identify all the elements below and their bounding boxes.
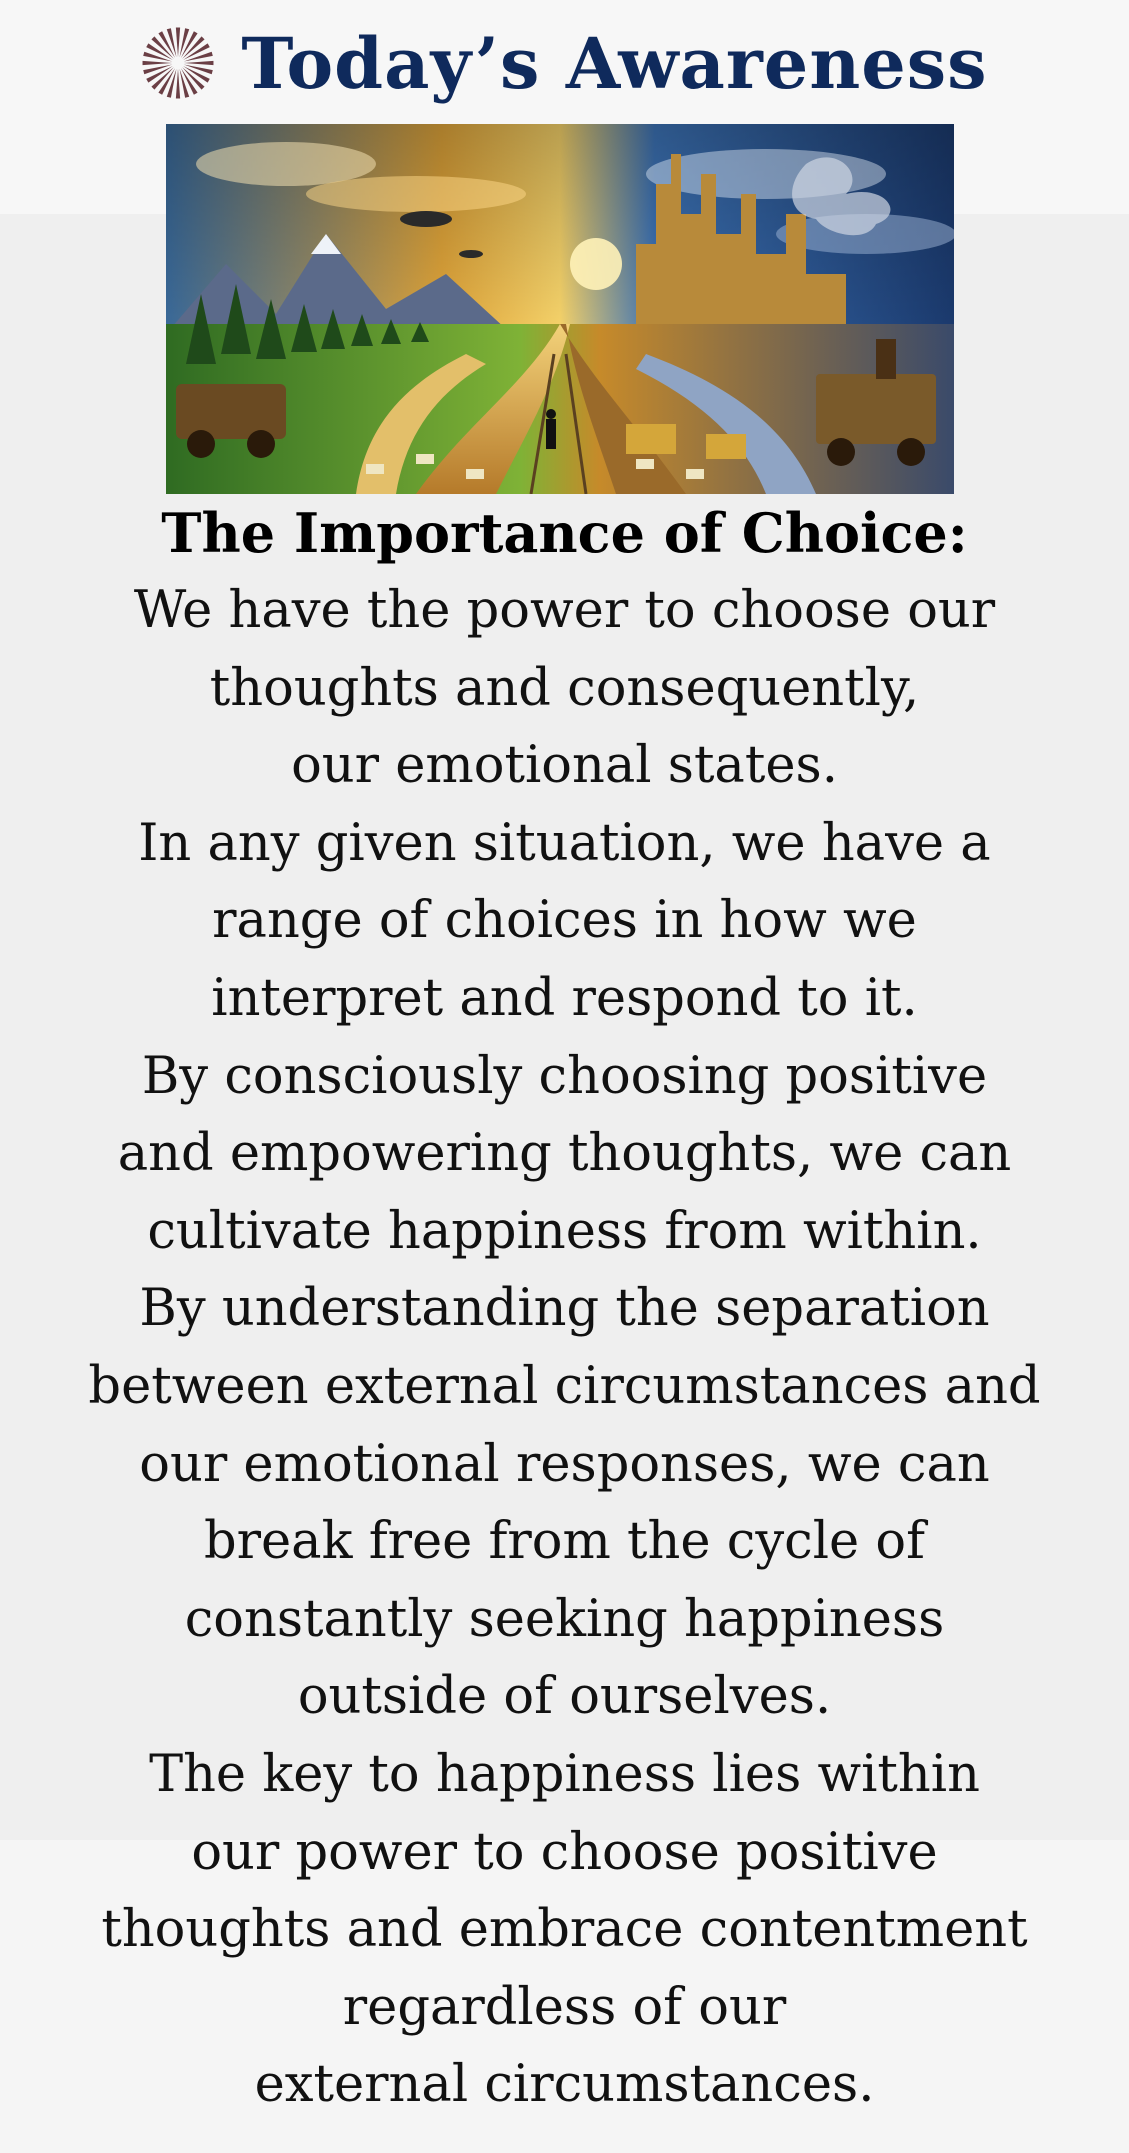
article-line: By understanding the separation [139,1279,990,1339]
article-line: range of choices in how we [212,891,917,951]
radial-sunburst-icon [141,26,215,100]
article-line: The key to happiness lies within [149,1744,980,1804]
article-line: thoughts and consequently, [209,658,920,718]
article-line: outside of ourselves. [297,1667,832,1727]
article-line: In any given situation, we have a [138,813,991,873]
article-line: break free from the cycle of [203,1512,926,1572]
article-line: our power to choose positive [191,1822,938,1882]
article-line: interpret and respond to it. [211,968,918,1028]
article-heading: The Importance of Choice: [161,501,968,565]
article-line: thoughts and embrace contentment [101,1900,1028,1960]
article-line: between external circumstances and [88,1356,1041,1416]
article [20,494,1109,2124]
crossroads-landscape-painting [166,124,954,494]
article-line: regardless of our [342,1977,787,2037]
header [0,8,1129,118]
article-line: our emotional responses, we can [139,1434,990,1494]
article-line: By consciously choosing positive [141,1046,988,1106]
article-line: external circumstances. [254,2055,875,2115]
article-line: our emotional states. [291,736,838,796]
page-title: Today’s Awareness [241,21,988,105]
article-line: constantly seeking happiness [184,1589,945,1649]
article-line: and empowering thoughts, we can [117,1124,1012,1184]
article-line: cultivate happiness from within. [147,1201,982,1261]
article-line: We have the power to choose our [133,581,996,640]
